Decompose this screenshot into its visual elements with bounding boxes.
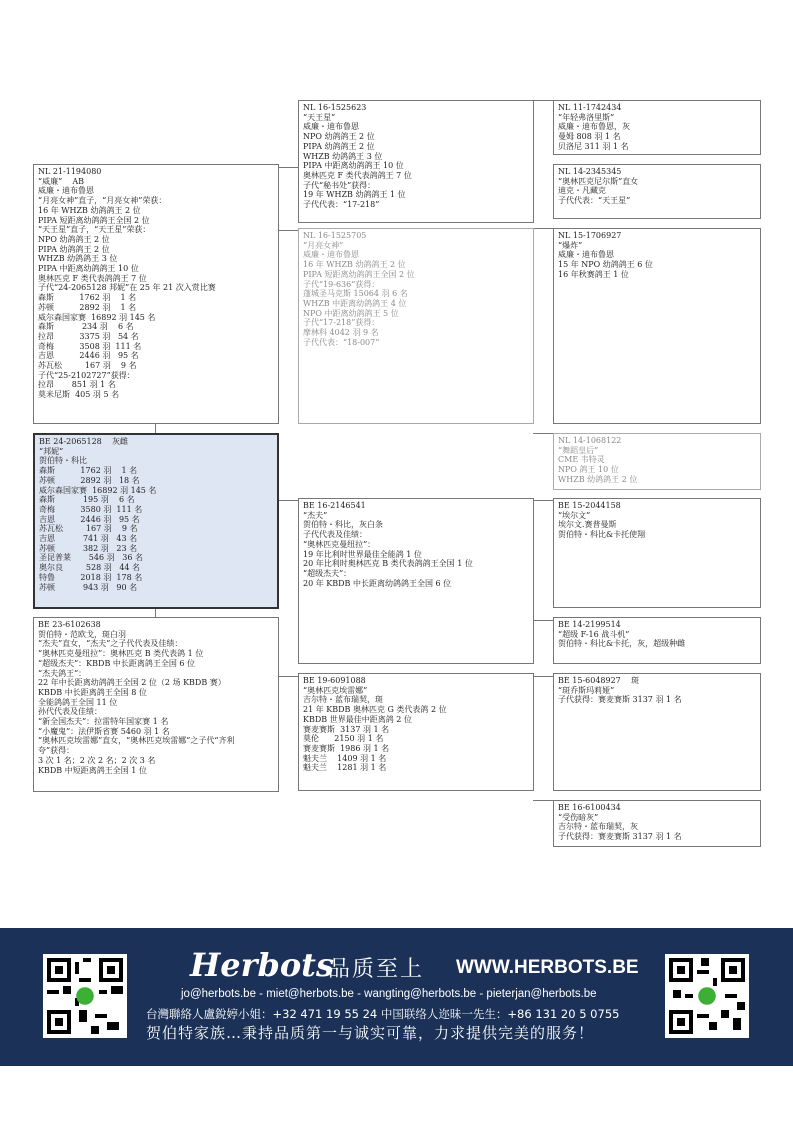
pedigree-text-line: “天王星”直子，“天王星”荣获： <box>38 225 151 235</box>
pedigree-text-line: BE 14-2199514 <box>558 620 621 629</box>
pedigree-text-line: 奇梅 3580 羽 111 名 <box>39 504 143 514</box>
website-link[interactable]: WWW.HERBOTS.BE <box>456 957 639 978</box>
dam-box <box>33 617 279 792</box>
brand-logo: Herbots <box>190 946 334 984</box>
pedigree-text-line: “奥林匹克埃雷娜” <box>303 685 368 695</box>
pedigree-text-line: 奥林匹克 F 类代表鸽鸽王 7 位 <box>38 273 147 283</box>
family-slogan: 贺伯特家族…秉持品质第一与诚实可靠，力求提供完美的服务！ <box>146 1024 595 1042</box>
pedigree-text-line: 赛麦赛斯 3137 羽 1 名 <box>303 724 390 734</box>
pedigree-text-line: 威尔森国家赛 16892 羽 145 名 <box>39 485 157 495</box>
pedigree-text-line: 吉恩 741 羽 43 名 <box>39 534 138 544</box>
pedigree-text-line: “受伤暗灰” <box>558 812 599 822</box>
pedigree-text-line: 20 年 KBDB 中长距离幼鸽鸽王全国 6 位 <box>303 578 452 588</box>
pedigree-text-line: PIPA 幼鸽鸽王 2 位 <box>38 244 110 254</box>
pedigree-text-line: 子代代表：“18-007” <box>303 337 380 347</box>
pedigree-text-line: “邦妮” <box>39 446 64 456</box>
great-grandmother-box-sire <box>298 228 534 424</box>
pedigree-text-line: WHZB 中距离幼鸽鸽王 4 位 <box>303 298 407 308</box>
pedigree-text-line: 威廉・迪布鲁恩，灰 <box>558 122 630 132</box>
pedigree-text-line: 贺伯特・科比&卡托使翔 <box>558 530 646 540</box>
pedigree-text-line: “杰夫” <box>303 510 328 520</box>
connector-line <box>533 433 553 434</box>
pedigree-text-line: 森斯 1762 羽 1 名 <box>38 293 137 303</box>
pedigree-text-line: 15 年 NPO 幼鸽鸽王 6 位 <box>558 260 653 270</box>
pedigree-text-line: 21 年 KBDB 奥林匹克 G 类代表鸽 2 位 <box>303 705 447 715</box>
brand-motto: 品质至上 <box>328 957 425 982</box>
pedigree-text-line: 威廉・迪布鲁恩 <box>303 250 359 260</box>
pedigree-text-line: NL 11-1742434 <box>558 103 622 112</box>
great-great-grandfather-box-3 <box>553 498 761 608</box>
pedigree-text-line: “奥林匹克尼尔斯”直女 <box>558 176 639 186</box>
connector-line <box>278 230 298 231</box>
pedigree-text-line: 19 年比利时世界最佳全能鸽 1 位 <box>303 549 422 559</box>
pedigree-text-line: 贺伯特・科比，灰白条 <box>303 520 383 530</box>
pedigree-text-line: 贝洛尼 311 羽 1 名 <box>558 141 629 151</box>
pedigree-text-line: KBDB 中长距离鸽王全国 8 位 <box>38 687 147 697</box>
pedigree-text-line: 20 年比利时奥林匹克 B 类代表鸽鸽王全国 1 位 <box>303 559 473 569</box>
pedigree-text-line: 子代“17-218”获得： <box>303 318 380 328</box>
pedigree-text-line: NPO 中距离幼鸽鸽王 5 位 <box>303 308 399 318</box>
connector-line <box>278 500 298 501</box>
pedigree-text-line: 苏顿 943 羽 90 名 <box>39 582 138 592</box>
pedigree-text-line: 拉昂 851 羽 1 名 <box>38 380 116 390</box>
pedigree-text-line: 奥尔良 528 羽 44 名 <box>39 563 141 573</box>
pedigree-text-line: 子代“24-2065128 邦妮”在 25 年 21 次入赏比赛 <box>38 283 216 293</box>
qr-code-right <box>665 954 749 1038</box>
pedigree-text-line: 子代“19-636”获得： <box>303 279 380 289</box>
connector-line <box>278 167 298 168</box>
pedigree-text-line: NPO 幼鸽鸽王 2 位 <box>303 132 375 142</box>
pedigree-text-line: 埃尔文.赛普曼斯 <box>558 520 617 530</box>
pedigree-text-line: “新全国杰夫”：拉雷特年国家赛 1 名 <box>38 717 169 727</box>
pedigree-text-line: 贺伯特・科比 <box>39 456 87 466</box>
pedigree-text-line: 吉恩 2446 羽 95 名 <box>39 514 140 524</box>
pedigree-text-line: “月亮女神”直子，“月亮女神”荣获： <box>38 196 167 206</box>
pedigree-text-line: NL 16-1525705 <box>303 231 367 240</box>
pedigree-text-line: 迪克・凡藏克 <box>558 186 606 196</box>
pedigree-text-line: 奥林匹克 F 类代表鸽鸽王 7 位 <box>303 170 412 180</box>
pedigree-text-line: BE 23-6102638 <box>38 620 101 629</box>
great-great-grandmother-box-4 <box>553 800 761 847</box>
pedigree-text-line: CME 韦特灵 <box>558 455 605 465</box>
email-contacts[interactable]: jo@herbots.be - miet@herbots.be - wangting@herbots.be - pieterjan@herbots.be <box>181 988 597 1000</box>
pedigree-text-line: 22 年中长距离幼鸽鸽王全国 2 位（2 场 KBDB 赛） <box>38 678 226 688</box>
pedigree-text-line: 魁夫兰 1281 羽 1 名 <box>303 763 387 773</box>
pedigree-text-line: “奥林匹克曼纽拉”： <box>303 539 376 549</box>
pedigree-text-line: 吉恩 2446 羽 95 名 <box>38 351 139 361</box>
pedigree-text-line: BE 15-6048927 斑 <box>558 676 639 685</box>
pedigree-text-line: 蓬城圣马克斯 15064 羽 6 名 <box>303 289 408 299</box>
qr-code-left <box>43 954 127 1038</box>
pedigree-text-line: 森斯 1762 羽 1 名 <box>39 466 138 476</box>
pedigree-text-line: NL 14-1068122 <box>558 436 622 445</box>
pedigree-text-line: “奥林匹克埃雷娜”直女，“奥林匹克埃雷娜”之子代“齐利 <box>38 736 235 746</box>
pedigree-text-line: PIPA 中距离幼鸽鸽王 10 位 <box>303 161 404 171</box>
pedigree-text-line: 子代获得：赛麦赛斯 3137 羽 1 名 <box>558 832 682 842</box>
pedigree-text-line: 苏顿 2892 羽 18 名 <box>39 475 140 485</box>
pedigree-text-line: 赛麦赛斯 1986 羽 1 名 <box>303 743 390 753</box>
pedigree-text-line: 吉尔特・蓝布瑞契，灰 <box>558 822 638 832</box>
pedigree-text-line: PIPA 中距离幼鸽鸽王 10 位 <box>38 264 139 274</box>
great-great-grandmother-box-1 <box>553 164 761 219</box>
pedigree-text-line: PIPA 短距离幼鸽鸽王全国 2 位 <box>38 215 150 225</box>
great-great-grandfather-box-2 <box>553 228 761 424</box>
pedigree-text-line: 森斯 234 羽 6 名 <box>38 322 134 332</box>
pedigree-text-line: “舞蹈皇后” <box>558 445 599 455</box>
great-grandfather-box-sire <box>298 100 534 223</box>
pedigree-text-line: 子代代表：“17-218” <box>303 200 380 210</box>
great-great-grandfather-box-4 <box>553 673 761 791</box>
pedigree-text-line: BE 15-2044158 <box>558 501 621 510</box>
great-grandfather-box-dam <box>298 498 534 664</box>
pedigree-text-line: 吉尔特・蓝布瑞契，斑 <box>303 695 383 705</box>
pedigree-text-line: “杰夫”直女，“杰夫”之子代代表及佳绩： <box>38 639 183 649</box>
pedigree-text-line: WHZB 幼鸽鸽王 3 位 <box>38 254 118 264</box>
great-great-grandmother-box-2 <box>553 433 761 490</box>
pedigree-text-line: 曼姆 808 羽 1 名 <box>558 132 621 142</box>
pedigree-text-line: KBDB 中短距离鸽王全国 1 位 <box>38 765 147 775</box>
pedigree-text-line: NL 21-1194080 <box>38 167 102 176</box>
connector-line <box>533 500 553 501</box>
pedigree-text-line: 威廉・迪布鲁恩 <box>38 186 94 196</box>
pedigree-text-line: 奇梅 3508 羽 111 名 <box>38 341 142 351</box>
pedigree-text-line: 苏顿 2892 羽 1 名 <box>38 302 137 312</box>
great-great-grandmother-box-3 <box>553 617 761 664</box>
pedigree-text-line: BE 24-2065128 灰雌 <box>39 437 128 446</box>
pedigree-text-line: 子代“秘书处”获得： <box>303 180 376 190</box>
pedigree-text-line: 16 年 WHZB 幼鸽鸽王 2 位 <box>38 205 141 215</box>
pedigree-text-line: 子代代表：“天王星” <box>558 196 631 206</box>
pedigree-text-line: 夸”获得： <box>38 746 75 756</box>
pedigree-text-line: “埃尔文” <box>558 510 591 520</box>
pedigree-text-line: NL 16-1525623 <box>303 103 367 112</box>
pedigree-text-line: “威廉” AB <box>38 176 85 186</box>
connector-line <box>533 620 553 621</box>
pedigree-text-line: “天王星” <box>303 112 336 122</box>
pedigree-text-line: 特鲁 2018 羽 178 名 <box>39 572 143 582</box>
pedigree-text-line: 魁夫兰 1409 羽 1 名 <box>303 753 387 763</box>
pedigree-text-line: 莫伦 2150 羽 1 名 <box>303 734 384 744</box>
pedigree-text-line: NL 15-1706927 <box>558 231 622 240</box>
pedigree-text-line: 威尔森国家赛 16892 羽 145 名 <box>38 312 156 322</box>
pedigree-text-line: NL 14-2345345 <box>558 167 622 176</box>
pedigree-text-line: 苏瓦松 167 羽 9 名 <box>39 524 138 534</box>
pedigree-text-line: PIPA 短距离幼鸽鸽王全国 2 位 <box>303 269 415 279</box>
pedigree-text-line: 拉昂 3375 羽 54 名 <box>38 331 139 341</box>
pedigree-text-line: “年轻弗洛里斯” <box>558 112 615 122</box>
connector-line <box>533 676 553 677</box>
pedigree-text-line: 子代“25-2102727”获得： <box>38 370 135 380</box>
pedigree-text-line: 子代代表及佳绩： <box>303 530 367 540</box>
pedigree-text-line: “杰夫鸽王”： <box>38 668 87 678</box>
pedigree-text-line: “月亮女神” <box>303 240 344 250</box>
pedigree-text-line: BE 16-2146541 <box>303 501 366 510</box>
pedigree-text-line: 威廉・迪布鲁恩 <box>303 122 359 132</box>
pedigree-text-line: 19 年 WHZB 幼鸽鸽王 1 位 <box>303 190 406 200</box>
footer-banner <box>0 928 793 1066</box>
pedigree-text-line: 苏瓦松 167 羽 9 名 <box>38 361 137 371</box>
connector-line <box>533 100 553 101</box>
pedigree-text-line: 摩林科 4042 羽 9 名 <box>303 328 379 338</box>
pedigree-text-line: 贺伯特・科比&卡托，灰，超级种雌 <box>558 639 686 649</box>
sire-box <box>33 164 279 424</box>
pedigree-text-line: BE 19-6091088 <box>303 676 366 685</box>
pedigree-text-line: 孙代代表及佳绩： <box>38 707 102 717</box>
pedigree-text-line: WHZB 幼鸽鸽王 2 位 <box>558 474 638 484</box>
pedigree-text-line: 子代获得：赛麦赛斯 3137 羽 1 名 <box>558 695 682 705</box>
pedigree-text-line: 16 年 WHZB 幼鸽鸽王 2 位 <box>303 260 406 270</box>
pedigree-text-line: 3 次 1 名；2 次 2 名；2 次 3 名 <box>38 755 156 765</box>
pedigree-text-line: 威廉・迪布鲁恩 <box>558 250 614 260</box>
pedigree-text-line: 16 年秋赛鸽王 1 位 <box>558 269 629 279</box>
pedigree-text-line: 莫米尼斯 405 羽 5 名 <box>38 390 120 400</box>
pedigree-text-line: “超级 F-16 战斗机” <box>558 629 630 639</box>
pedigree-text-line: NPO 幼鸽鸽王 2 位 <box>38 234 110 244</box>
pedigree-text-line: “爆炸” <box>558 240 583 250</box>
pedigree-text-line: 全能鸽鸽王全国 11 位 <box>38 697 118 707</box>
phone-contacts: 台灣聯絡人盧銳婷小姐：+32 471 19 55 24 中国联络人迩昧一先生：+86 131 20 5 0755 <box>146 1007 620 1021</box>
main-pigeon-box <box>33 433 279 609</box>
pedigree-text-line: “超级杰夫”： <box>303 568 352 578</box>
pedigree-text-line: 贺伯特・范欧戈，斑白羽 <box>38 629 126 639</box>
pedigree-text-line: KBDB 世界最佳中距离鸽 2 位 <box>303 714 412 724</box>
great-grandmother-box-dam <box>298 673 534 791</box>
connector-line <box>278 676 298 677</box>
pedigree-text-line: 圣昆普莱 546 羽 36 名 <box>39 553 143 563</box>
great-great-grandfather-box-1 <box>553 100 761 155</box>
pedigree-text-line: “斑乔斯玛莉娅” <box>558 685 615 695</box>
pedigree-text-line: WHZB 幼鸽鸽王 3 位 <box>303 151 383 161</box>
connector-line <box>533 228 553 229</box>
pedigree-text-line: “小魔鬼”：法伊斯省赛 5460 羽 1 名 <box>38 726 170 736</box>
pedigree-text-line: 森斯 195 羽 6 名 <box>39 495 135 505</box>
pedigree-text-line: NPO 鸽王 10 位 <box>558 465 619 475</box>
pedigree-text-line: BE 16-6100434 <box>558 803 621 812</box>
pedigree-text-line: PIPA 幼鸽鸽王 2 位 <box>303 141 375 151</box>
pedigree-text-line: “超级杰夫”：KBDB 中长距离鸽王全国 6 位 <box>38 658 196 668</box>
pedigree-text-line: 苏顿 382 羽 23 名 <box>39 543 138 553</box>
pedigree-text-line: “奥林匹克曼纽拉”：奥林匹克 B 类代表鸽 1 位 <box>38 649 204 659</box>
connector-line <box>533 800 553 801</box>
